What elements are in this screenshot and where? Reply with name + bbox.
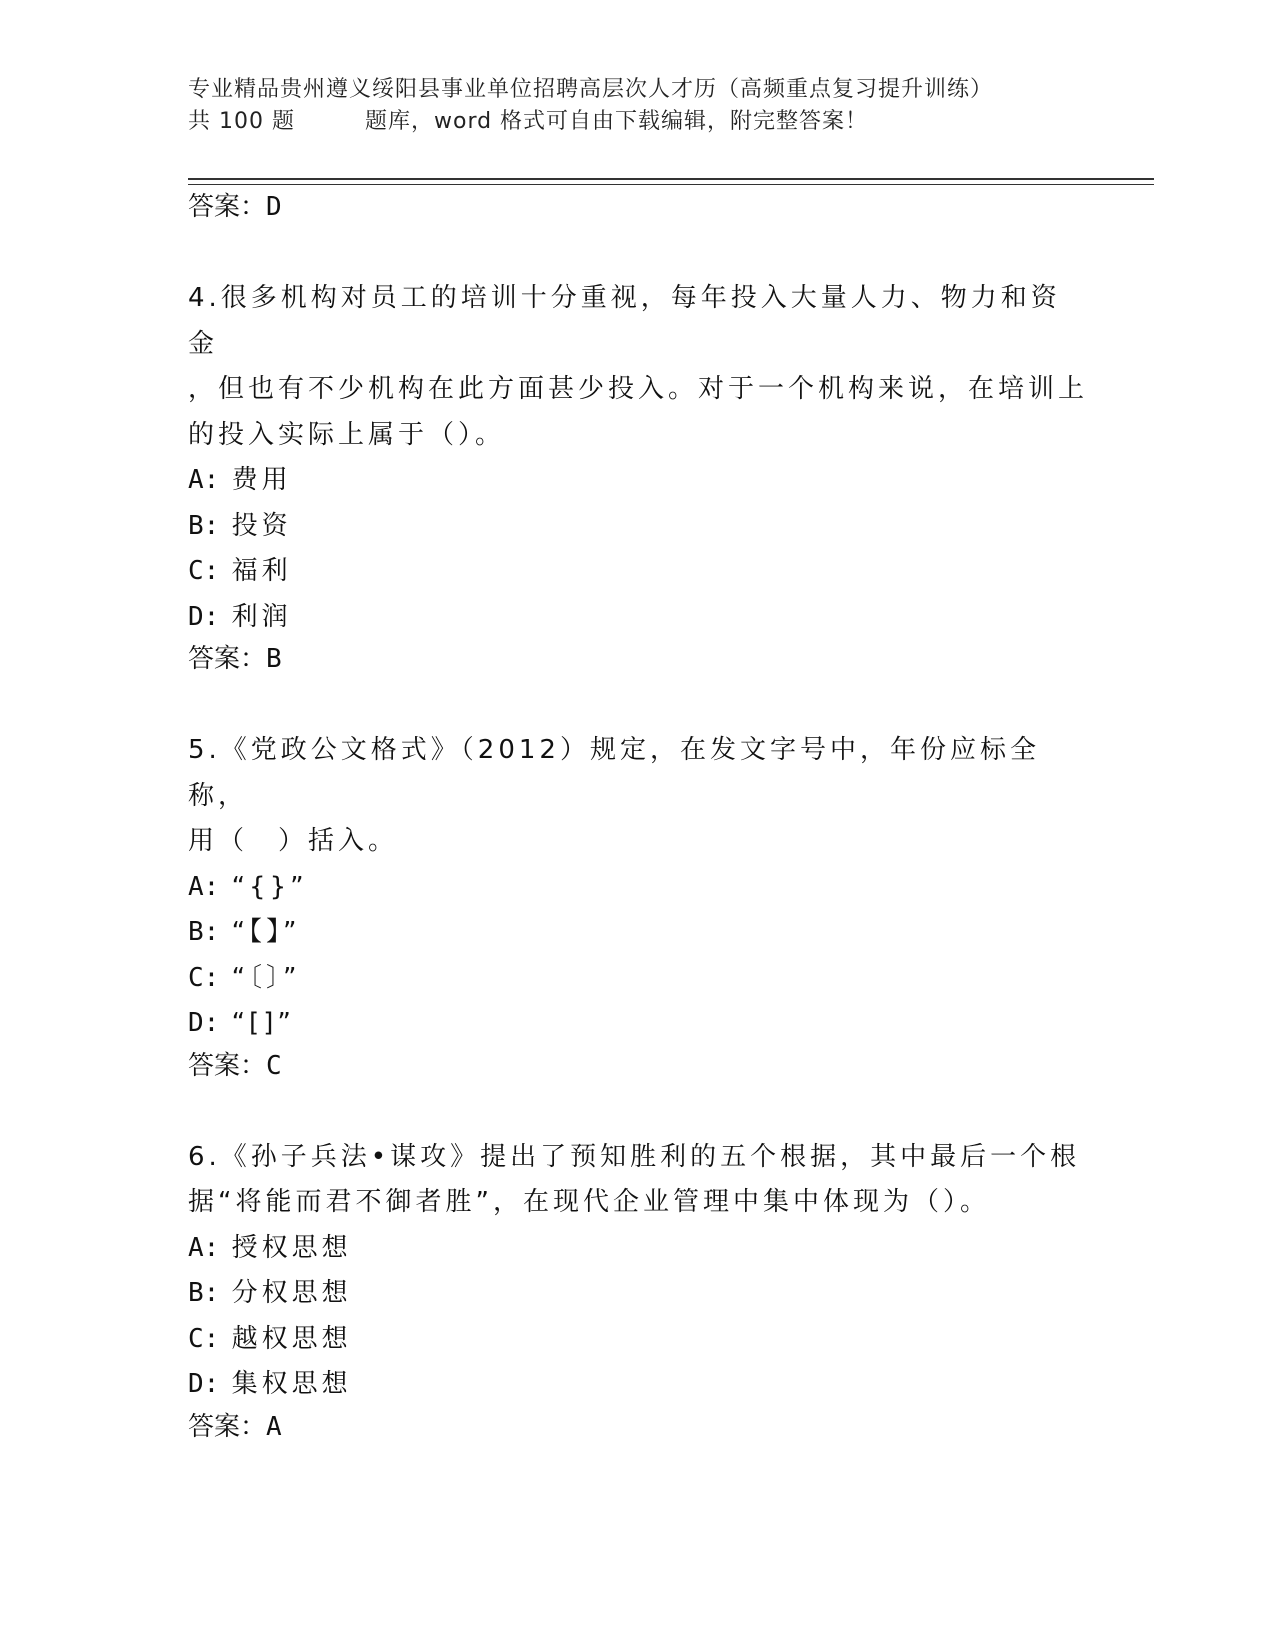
question-answer (188, 1410, 1088, 1456)
header-question-count: 共 100 题 (188, 109, 295, 134)
option-text: 利润 (231, 601, 292, 632)
option-letter: B: (188, 510, 220, 541)
question-answer (188, 1049, 1088, 1095)
option-text: “〔〕” (231, 962, 301, 993)
option-text: 越权思想 (231, 1323, 352, 1354)
option-a (188, 458, 1088, 504)
option-text: 投资 (231, 510, 292, 541)
stem-line: 据“将能而君不御者胜”，在现代企业管理中集中体现为（）。 (188, 1187, 990, 1217)
option-a (188, 1226, 1088, 1272)
question-answer (188, 642, 1088, 688)
answer-value: D (266, 192, 282, 222)
stem-line: 6.《孙子兵法•谋攻》提出了预知胜利的五个根据，其中最后一个根 (188, 1141, 1081, 1172)
option-text: 授权思想 (231, 1232, 352, 1263)
option-d (188, 1001, 1088, 1047)
stem-line: 的投入实际上属于（）。 (188, 419, 506, 450)
option-text: 费用 (231, 465, 292, 495)
option-c (188, 1317, 1088, 1363)
option-letter: A: (188, 1232, 220, 1263)
stem-line: 4.很多机构对员工的培训十分重视，每年投入大量人力、物力和资金 (188, 283, 1061, 359)
question-stem (188, 276, 1088, 458)
option-b (188, 1271, 1088, 1317)
option-letter: C: (188, 962, 220, 993)
answer-value: A (266, 1411, 282, 1442)
option-b (188, 504, 1088, 550)
previous-answer (188, 190, 1088, 236)
option-text: 福利 (231, 556, 292, 586)
answer-label: 答案： (188, 192, 267, 222)
option-letter: B: (188, 917, 220, 947)
option-d (188, 1362, 1088, 1408)
stem-line: 5.《党政公文格式》（2012）规定，在发文字号中，年份应标全称， (188, 735, 1040, 811)
header-divider (188, 178, 1154, 185)
header-subtitle-line (188, 106, 1148, 138)
option-c (188, 956, 1088, 1002)
option-letter: C: (188, 1323, 220, 1354)
option-letter: B: (188, 1278, 220, 1308)
option-text: “【】” (231, 917, 301, 947)
option-letter: D: (188, 601, 220, 632)
question-stem (188, 1135, 1088, 1226)
answer-label: 答案： (188, 1411, 267, 1442)
header-description: 题库，word 格式可自由下载编辑，附完整答案！ (364, 109, 869, 134)
option-text: 集权思想 (231, 1369, 352, 1399)
option-letter: A: (188, 871, 220, 902)
question-stem (188, 728, 1088, 865)
option-letter: A: (188, 465, 220, 495)
question-5 (188, 728, 1088, 1095)
page-header (188, 74, 1148, 138)
option-b (188, 910, 1088, 956)
stem-line: 用（ ）括入。 (188, 826, 399, 856)
question-4 (188, 276, 1088, 688)
option-text: 分权思想 (231, 1278, 352, 1308)
option-letter: D: (188, 1369, 220, 1399)
header-title-line: 专业精品贵州遵义绥阳县事业单位招聘高层次人才历（高频重点复习提升训练） (188, 77, 994, 102)
question-6 (188, 1135, 1088, 1456)
option-text: “[]” (231, 1008, 295, 1038)
option-d (188, 595, 1088, 641)
answer-value: B (266, 644, 282, 674)
option-letter: C: (188, 556, 220, 586)
answer-label: 答案： (188, 644, 267, 674)
option-c (188, 549, 1088, 595)
stem-line: ，但也有不少机构在此方面甚少投入。对于一个机构来说，在培训上 (188, 374, 1089, 404)
option-letter: D: (188, 1008, 220, 1038)
answer-label: 答案： (188, 1050, 267, 1081)
answer-value: C (266, 1050, 282, 1081)
document-body (188, 190, 1088, 1456)
option-a (188, 865, 1088, 911)
option-text: “{}” (231, 871, 308, 902)
